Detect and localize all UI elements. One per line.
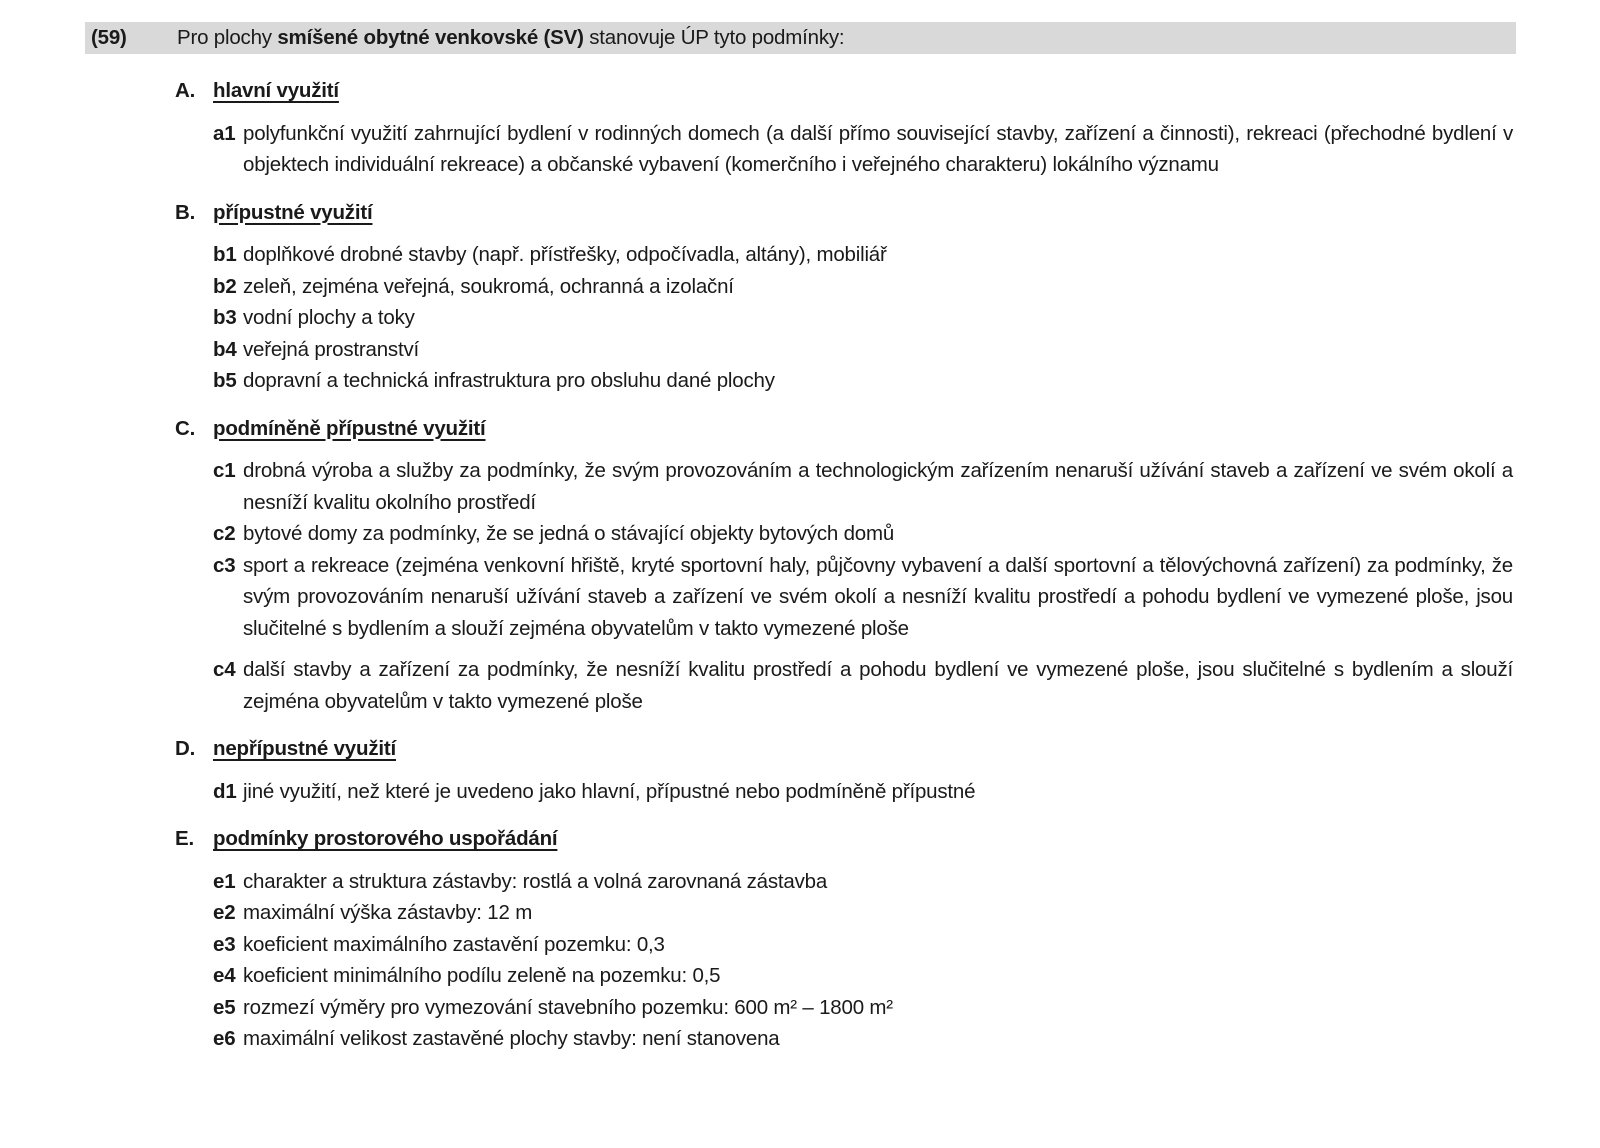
item-text: koeficient maximálního zastavění pozemku: 0,3 <box>243 932 665 956</box>
list-item-d1 <box>213 776 1513 808</box>
section-letter: C. <box>175 416 196 440</box>
section-heading <box>175 75 1513 107</box>
item-text: koeficient minimálního podílu zeleně na pozemku: 0,5 <box>243 964 721 987</box>
item-code: b4 <box>213 337 237 361</box>
list-item-c3 <box>213 550 1513 645</box>
item-code: b3 <box>213 306 237 329</box>
item-text: jiné využití, než které je uvedeno jako hlavní, přípustné nebo podmíněně přípustné <box>243 779 976 803</box>
item-code: c3 <box>213 553 236 577</box>
item-text: drobná výroba a služby za podmínky, že svým provozováním a technologickým zařízením nenaruší užívání staveb a zařízení ve svém okolí a nesníží kvalitu okolního prostředí <box>243 459 1513 514</box>
clause-subject: smíšené obytné venkovské (SV) <box>277 26 584 49</box>
item-text: maximální výška zástavby: 12 m <box>243 901 533 924</box>
list-item-e1 <box>213 866 1513 898</box>
section-heading <box>175 413 1513 445</box>
list-item-b3 <box>213 302 1513 334</box>
item-code: e4 <box>213 964 236 987</box>
section-title: přípustné využití <box>213 200 373 224</box>
item-code: b2 <box>213 274 237 298</box>
list-item-e3 <box>213 929 1513 961</box>
item-text: doplňkové drobné stavby (např. přístřešky, odpočívadla, altány), mobiliář <box>243 243 887 266</box>
list-item-e4 <box>213 960 1513 992</box>
section-letter: B. <box>175 200 196 224</box>
list-item-a1 <box>213 118 1513 181</box>
clause-body <box>175 75 1513 1055</box>
section-title: podmínky prostorového uspořádání <box>213 827 558 850</box>
item-text: veřejná prostranství <box>243 337 420 361</box>
item-text: dopravní a technická infrastruktura pro obsluhu dané plochy <box>243 369 775 392</box>
list-item-e5 <box>213 992 1513 1024</box>
section-b <box>175 197 1513 397</box>
list-item-b1 <box>213 239 1513 271</box>
item-text: charakter a struktura zástavby: rostlá a volná zarovnaná zástavba <box>243 869 828 893</box>
section-title: nepřípustné využití <box>213 737 397 760</box>
section-letter: A. <box>175 79 196 102</box>
section-letter: D. <box>175 737 196 760</box>
clause-number: (59) <box>91 26 127 49</box>
item-code: a1 <box>213 121 236 145</box>
section-e <box>175 823 1513 1055</box>
item-text: bytové domy za podmínky, že se jedná o stávající objekty bytových domů <box>243 522 895 545</box>
section-c <box>175 413 1513 718</box>
clause-header-bar <box>85 22 1516 54</box>
list-item-c4 <box>213 654 1513 717</box>
item-text: vodní plochy a toky <box>243 306 415 329</box>
item-code: d1 <box>213 779 237 803</box>
item-text: další stavby a zařízení za podmínky, že nesníží kvalitu prostředí a pohodu bydlení ve vymezené ploše, jsou slučitelné s bydlením a slouží zejména obyvatelům v takto vymezené ploše <box>243 658 1513 713</box>
list-item-b5 <box>213 365 1513 397</box>
list-item-c1 <box>213 455 1513 518</box>
list-item-e2 <box>213 897 1513 929</box>
section-title: hlavní využití <box>213 79 339 102</box>
section-letter: E. <box>175 827 194 850</box>
item-code: e1 <box>213 869 236 893</box>
item-text: polyfunkční využití zahrnující bydlení v rodinných domech (a další přímo související stavby, zařízení a činnosti), rekreaci (přechodné bydlení v objektech individuální rekreace) a občanské vybavení (komerčního i veřejného charakteru) lokálního významu <box>243 121 1513 176</box>
section-heading <box>175 733 1513 765</box>
item-text: rozmezí výměry pro vymezování stavebního pozemku: 600 m² – 1800 m² <box>243 995 893 1019</box>
section-heading <box>175 197 1513 229</box>
item-text: sport a rekreace (zejména venkovní hřiště, kryté sportovní haly, půjčovny vybavení a další sportovní a tělovýchovná zařízení) za podmínky, že svým provozováním nenaruší užívání staveb a zařízení ve svém okolí a nesníží kvalitu prostředí a pohodu bydlení ve vymezené ploše, jsou slučitelné s bydlením a slouží zejména obyvatelům v takto vymezené ploše <box>243 553 1513 640</box>
clause-intro: Pro plochy <box>177 26 278 49</box>
section-title: podmíněně přípustné využití <box>213 416 486 440</box>
item-code: c4 <box>213 658 236 681</box>
section-d <box>175 733 1513 807</box>
section-a <box>175 75 1513 181</box>
list-item-b4 <box>213 334 1513 366</box>
clause-tail: stanovuje ÚP tyto podmínky: <box>583 26 845 49</box>
section-heading <box>175 823 1513 855</box>
item-text: maximální velikost zastavěné plochy stavby: není stanovena <box>243 1027 780 1050</box>
clause-header-text <box>177 26 844 50</box>
item-code: e6 <box>213 1027 236 1050</box>
item-code: c1 <box>213 459 236 482</box>
list-item-c2 <box>213 518 1513 550</box>
item-code: e5 <box>213 995 236 1019</box>
item-text: zeleň, zejména veřejná, soukromá, ochranná a izolační <box>243 274 734 298</box>
list-item-e6 <box>213 1023 1513 1055</box>
item-code: c2 <box>213 522 236 545</box>
item-code: b5 <box>213 369 237 392</box>
item-code: b1 <box>213 243 237 266</box>
item-code: e2 <box>213 901 236 924</box>
item-code: e3 <box>213 932 236 956</box>
list-item-b2 <box>213 271 1513 303</box>
